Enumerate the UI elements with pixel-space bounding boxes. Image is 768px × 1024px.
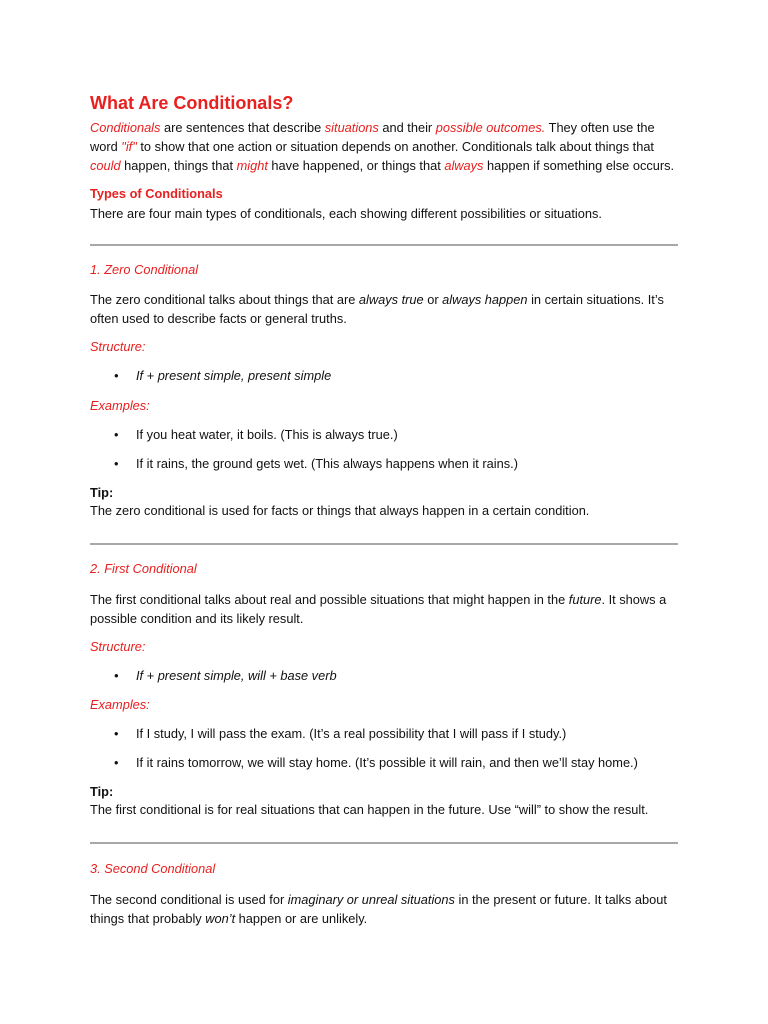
intro-text: are sentences that describe bbox=[160, 120, 325, 135]
zero-conditional-description bbox=[90, 290, 682, 328]
intro-text: have happened, or things that bbox=[267, 158, 445, 173]
zero-desc-text: in certain situations. It’s often used to describe facts or general truths. bbox=[90, 292, 664, 326]
second-desc-text: in the present or future. It talks about things that probably bbox=[90, 892, 667, 926]
zero-structure-item: • If + present simple, present simple bbox=[136, 368, 331, 383]
second-desc-text: The second conditional is used for bbox=[90, 892, 288, 907]
first-desc-text: . It shows a possible condition and its likely result. bbox=[90, 592, 667, 626]
first-tip-text: The first conditional is for real situations that can happen in the future. Use “will” to show the result. bbox=[90, 802, 649, 817]
zero-structure-label: Structure: bbox=[90, 339, 146, 354]
page-title: What Are Conditionals? bbox=[90, 93, 294, 113]
types-heading: Types of Conditionals bbox=[90, 186, 223, 201]
second-conditional-heading: 3. Second Conditional bbox=[90, 861, 216, 876]
first-conditional-heading: 2. First Conditional bbox=[90, 561, 197, 576]
second-conditional-description bbox=[90, 890, 682, 928]
intro-term-always: always bbox=[444, 158, 484, 173]
second-desc-text: happen or are unlikely. bbox=[235, 911, 368, 926]
section-divider bbox=[90, 244, 678, 246]
zero-desc-text: or bbox=[423, 292, 443, 307]
intro-text: They often use the word bbox=[90, 120, 655, 154]
first-structure-item: • If + present simple, will + base verb bbox=[136, 668, 337, 683]
intro-text: to show that one action or situation depends on another. Conditionals talk about things that bbox=[136, 139, 654, 154]
first-structure-label: Structure: bbox=[90, 639, 146, 654]
intro-term-conditionals: Conditionals bbox=[90, 120, 161, 135]
intro-text: and their bbox=[378, 120, 436, 135]
second-desc-emphasis: won’t bbox=[205, 911, 236, 926]
first-example-item: • If I study, I will pass the exam. (It’s a real possibility that I will pass if I study.) bbox=[136, 726, 566, 741]
first-desc-emphasis: future bbox=[568, 592, 602, 607]
intro-term-if: "if" bbox=[121, 139, 137, 154]
intro-term-outcomes: possible outcomes. bbox=[435, 120, 546, 135]
second-desc-emphasis: imaginary or unreal situations bbox=[287, 892, 455, 907]
zero-conditional-heading: 1. Zero Conditional bbox=[90, 262, 199, 277]
first-example-item: • If it rains tomorrow, we will stay home. (It’s possible it will rain, and then we’ll stay home.) bbox=[136, 755, 638, 770]
zero-tip-label: Tip: bbox=[90, 485, 114, 500]
intro-text: happen, things that bbox=[120, 158, 237, 173]
intro-term-might: might bbox=[236, 158, 268, 173]
zero-desc-emphasis: always true bbox=[358, 292, 424, 307]
first-examples-label: Examples: bbox=[90, 697, 150, 712]
zero-examples-label: Examples: bbox=[90, 398, 150, 413]
section-divider bbox=[90, 543, 678, 545]
section-divider bbox=[90, 842, 678, 844]
zero-example-item: • If it rains, the ground gets wet. (This always happens when it rains.) bbox=[136, 456, 518, 471]
first-conditional-description bbox=[90, 590, 682, 628]
zero-desc-text: The zero conditional talks about things that are bbox=[90, 292, 359, 307]
intro-text: happen if something else occurs. bbox=[483, 158, 675, 173]
zero-tip-text: The zero conditional is used for facts or things that always happen in a certain condition. bbox=[90, 503, 590, 518]
first-tip-label: Tip: bbox=[90, 784, 114, 799]
intro-term-situations: situations bbox=[324, 120, 379, 135]
zero-example-item: • If you heat water, it boils. (This is always true.) bbox=[136, 427, 398, 442]
intro-paragraph bbox=[90, 118, 682, 175]
first-desc-text: The first conditional talks about real and possible situations that might happen in the bbox=[90, 592, 569, 607]
zero-desc-emphasis: always happen bbox=[442, 292, 528, 307]
intro-term-could: could bbox=[90, 158, 121, 173]
types-text: There are four main types of conditionals, each showing different possibilities or situations. bbox=[90, 206, 602, 221]
